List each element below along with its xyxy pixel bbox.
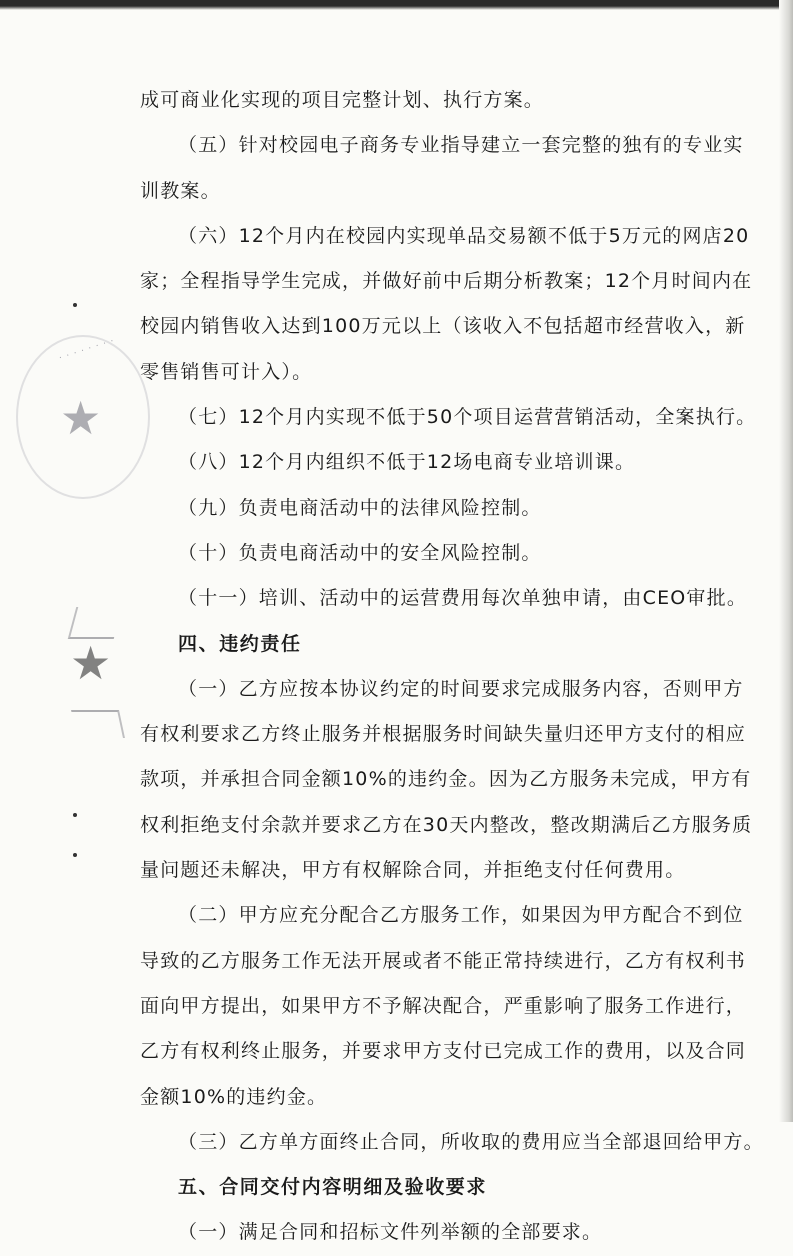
paragraph-line: （十）负责电商活动中的安全风险控制。 (178, 541, 542, 564)
paragraph-line: 校园内销售收入达到100万元以上（该收入不包括超市经营收入，新 (140, 315, 746, 338)
paragraph-line: 成可商业化实现的项目完整计划、执行方案。 (140, 89, 545, 111)
paragraph-line: 乙方有权利终止服务，并要求甲方支付已完成工作的费用，以及合同 (140, 1040, 747, 1063)
paragraph-line: （十一）培训、活动中的运营费用每次单独申请，由CEO审批。 (178, 587, 748, 610)
paragraph-line: 金额10%的违约金。 (140, 1085, 328, 1108)
paragraph-line: （六）12个月内在校园内实现单品交易额不低于5万元的网店20 (178, 224, 750, 247)
scan-dot (73, 853, 77, 857)
paragraph-line: 训教案。 (140, 179, 221, 202)
signature-stroke-icon (71, 710, 125, 738)
paragraph-line: 权利拒绝支付余款并要求乙方在30天内整改，整改期满后乙方服务质 (140, 813, 753, 836)
paragraph-line: 导致的乙方服务工作无法开展或者不能正常持续进行，乙方有权利书 (140, 949, 747, 972)
signature-stamp-icon: ★ (70, 636, 112, 690)
scan-dot (73, 813, 77, 817)
paragraph-line: （一）满足合同和招标文件列举额的全部要求。 (178, 1221, 603, 1244)
section-heading: 四、违约责任 (178, 632, 302, 655)
paragraph-line: 有权利要求乙方终止服务并根据服务时间缺失量归还甲方支付的相应 (140, 723, 747, 746)
paragraph-line: 家；全程指导学生完成，并做好前中后期分析教案；12个月时间内在 (140, 270, 753, 293)
paragraph-line: （二）甲方应充分配合乙方服务工作，如果因为甲方配合不到位 (178, 904, 744, 927)
paragraph-line: 款项，并承担合同金额10%的违约金。因为乙方服务未完成，甲方有 (140, 768, 752, 791)
paragraph-line: 零售销售可计入）。 (140, 360, 313, 383)
paragraph-line: （九）负责电商活动中的法律风险控制。 (178, 496, 542, 519)
seal-star-icon: ★ (60, 391, 102, 445)
section-heading: 五、合同交付内容明细及验收要求 (178, 1176, 488, 1199)
seal-ring-text: · · · · · · · · (57, 336, 117, 364)
scan-right-edge (779, 0, 793, 1122)
signature-stroke-icon (68, 607, 123, 639)
paragraph-line: （八）12个月内组织不低于12场电商专业培训课。 (178, 451, 636, 474)
scan-top-edge (0, 0, 793, 10)
paragraph-line: 量问题还未解决，甲方有权解除合同，并拒绝支付任何费用。 (140, 859, 686, 882)
scan-dot (73, 303, 77, 307)
paragraph-line: （七）12个月内实现不低于50个项目运营营销活动，全案执行。 (178, 406, 757, 429)
paragraph-line: （三）乙方单方面终止合同，所收取的费用应当全部退回给甲方。 (178, 1130, 764, 1153)
paragraph-line: （五）针对校园电子商务专业指导建立一套完整的独有的专业实 (178, 134, 744, 157)
paragraph-line: （一）乙方应按本协议约定的时间要求完成服务内容，否则甲方 (178, 677, 744, 700)
document-body (140, 78, 770, 1256)
paragraph-line: 面向甲方提出，如果甲方不予解决配合，严重影响了服务工作进行， (140, 994, 747, 1017)
